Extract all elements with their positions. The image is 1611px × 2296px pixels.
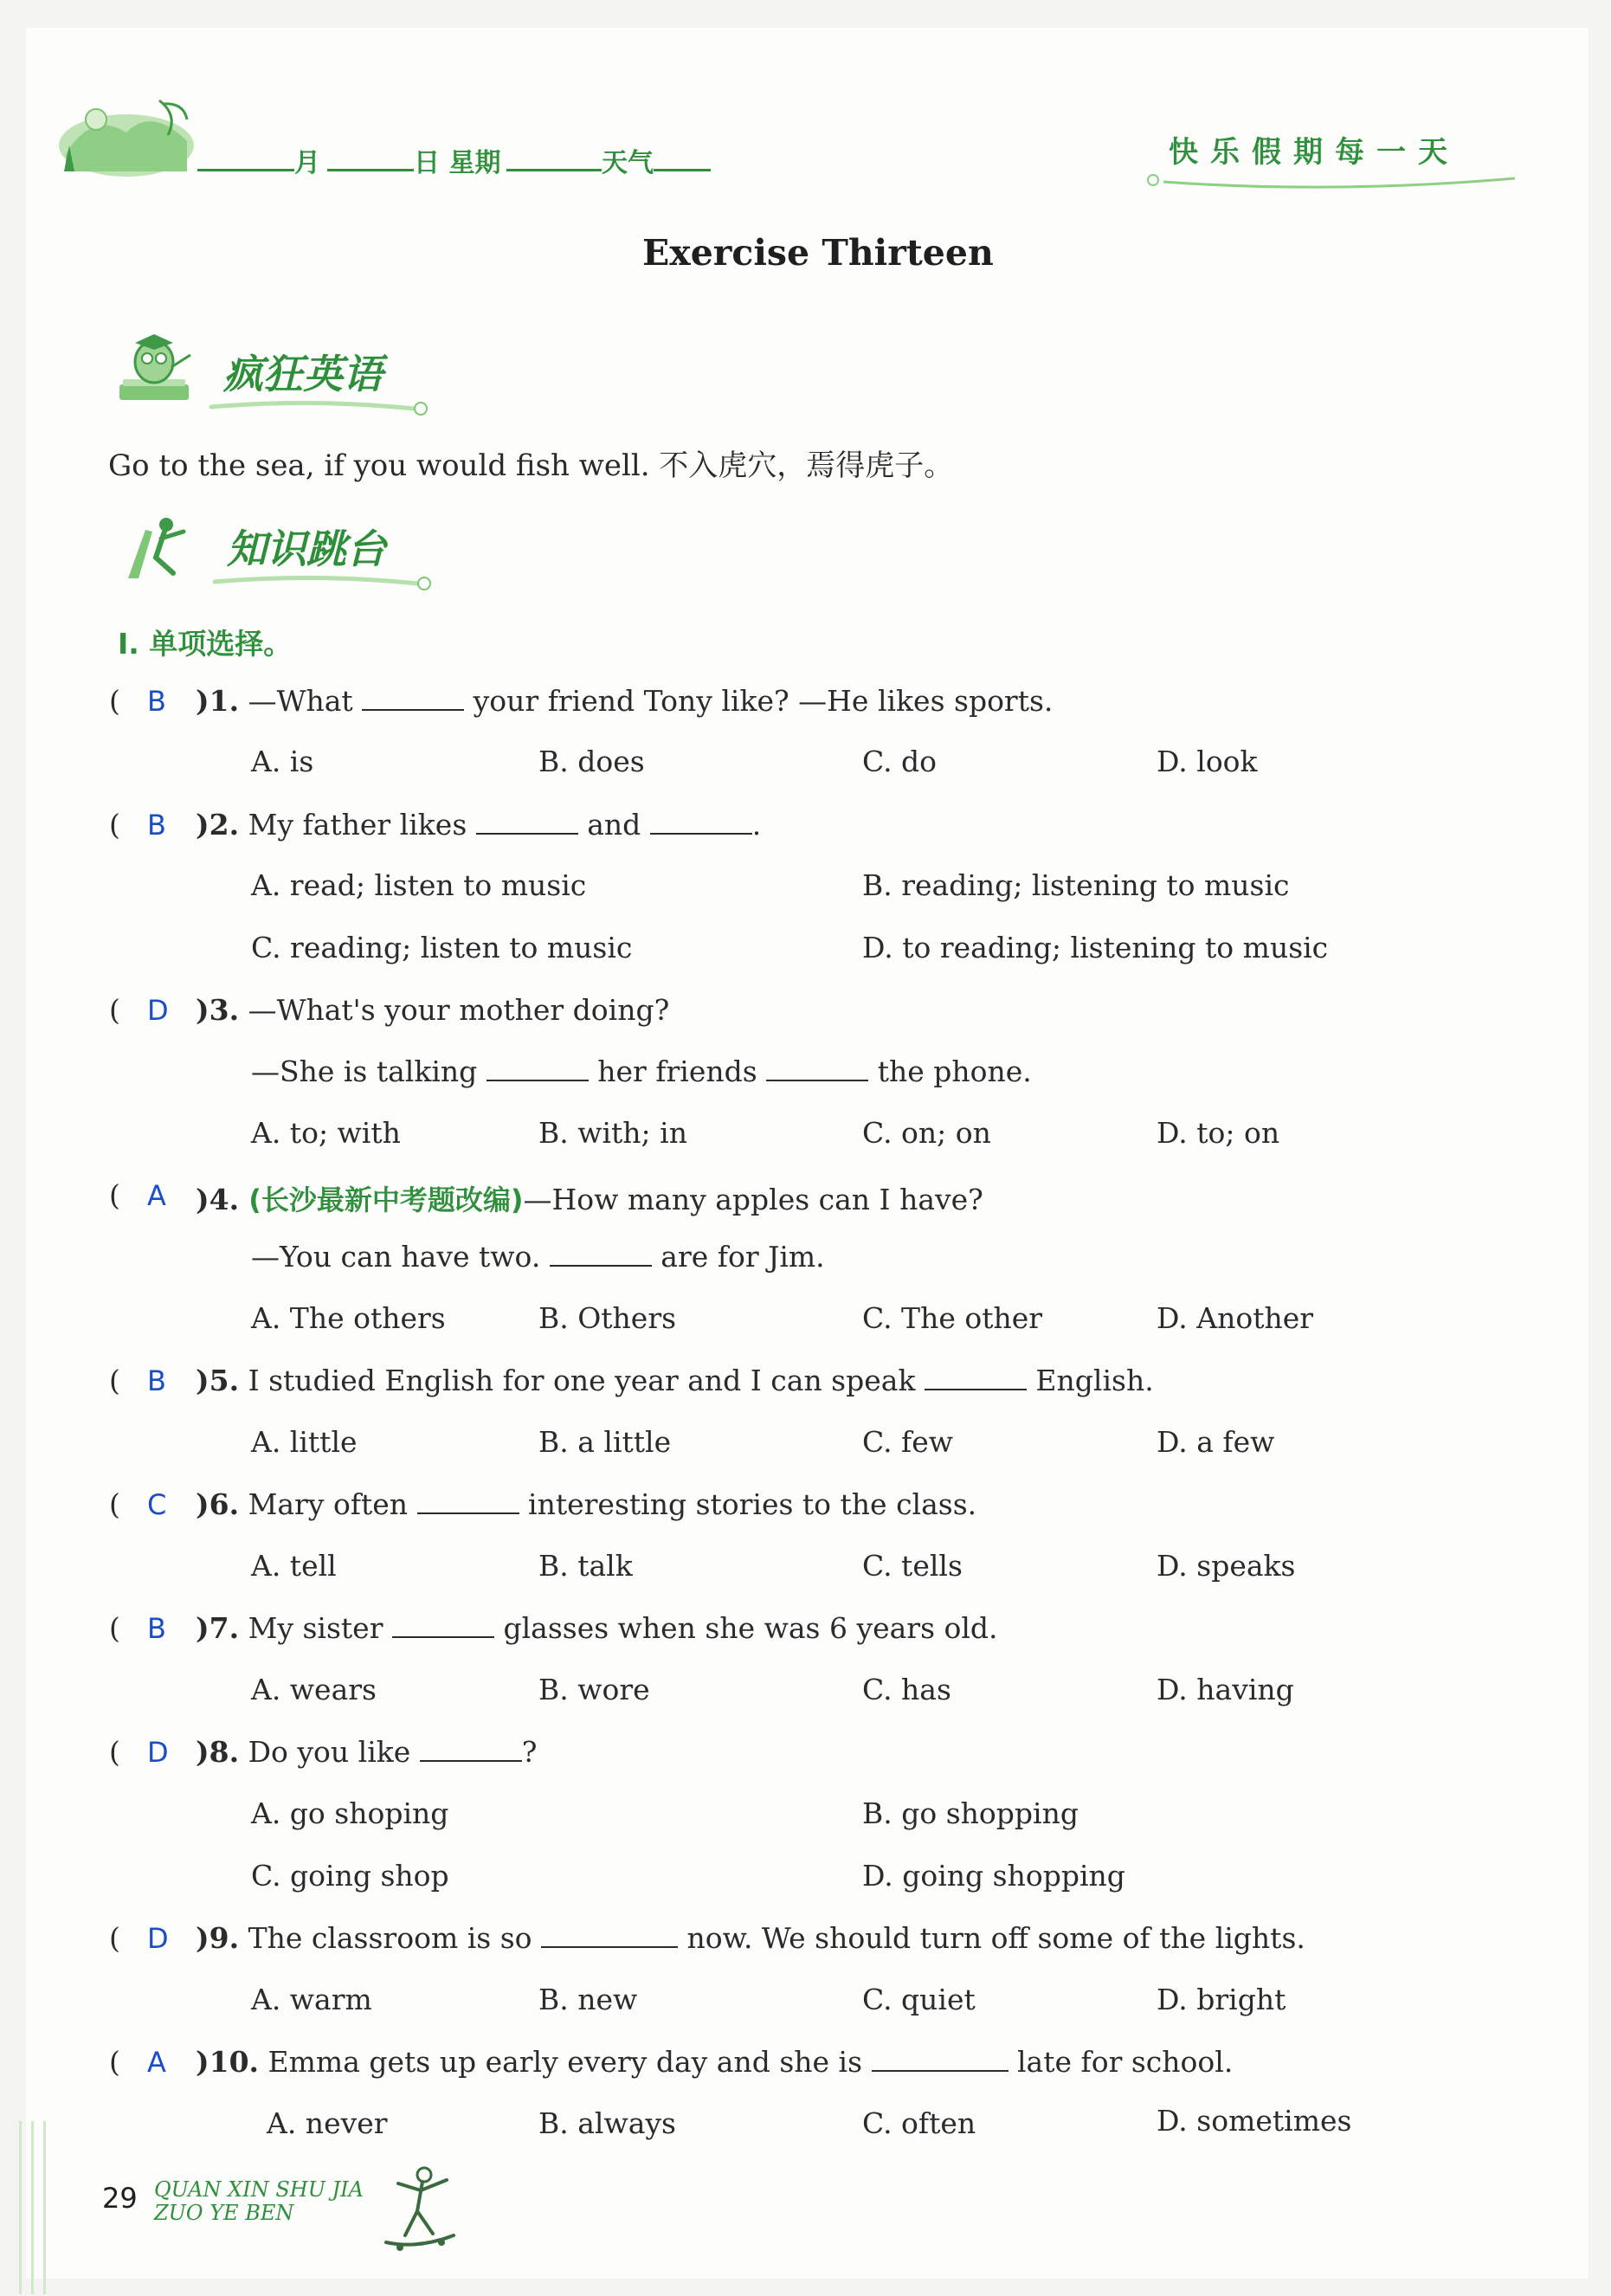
owl-icon [114,329,194,409]
answer-mark: A [147,2046,166,2079]
answer-mark: C [147,1488,167,1521]
answer-paren: ( [109,1487,120,1521]
option: D. sometimes [1157,2104,1352,2138]
question-stem: )2. My father likes and . [196,808,762,842]
option: D. to reading; listening to music [862,931,1329,964]
answer-paren: ( [109,993,120,1027]
option: B. go shopping [862,1796,1079,1830]
option: C. reading; listen to music [251,931,633,964]
landscape-logo-icon [57,94,196,180]
option: C. The other [862,1301,1043,1335]
answer-paren: ( [109,808,120,842]
option: B. wore [538,1673,650,1706]
diver-icon [121,513,199,582]
option: A. The others [251,1301,446,1335]
option: C. do [862,745,938,778]
answer-mark: B [147,809,166,842]
page-title: Exercise Thirteen [642,232,994,274]
part-heading: Ⅰ. 单项选择。 [118,627,293,661]
option: C. few [862,1425,954,1459]
answer-paren: ( [109,684,120,718]
answer-mark: D [147,1922,169,1955]
answer-mark: B [147,1612,166,1645]
option: A. read; listen to music [251,868,587,902]
answer-paren: ( [109,1735,120,1769]
option: C. tells [862,1549,963,1583]
option: A. never [267,2106,388,2140]
answer-mark: B [147,1364,166,1397]
question-stem: )4. (长沙最新中考题改编)—How many apples can I have? [196,1183,983,1216]
question-stem-continuation: —You can have two. are for Jim. [251,1240,825,1274]
option: B. a little [538,1425,672,1459]
page-number: 29 [102,2182,138,2215]
proverb-text: Go to the sea, if you would fish well. 不入虎穴，焉得虎子。 [108,448,954,483]
date-weekday: 日 星期 [327,141,500,179]
option: D. having [1157,1673,1294,1706]
option: D. going shopping [862,1859,1125,1893]
answer-paren: ( [109,2045,120,2079]
section-underline-decoration [208,390,433,416]
question-stem: )9. The classroom is so now. We should turn off some of the lights. [196,1921,1305,1955]
answer-mark: D [147,994,169,1027]
question-stem: )6. Mary often interesting stories to the class. [196,1487,977,1521]
question-stem: )7. My sister glasses when she was 6 years old. [196,1611,998,1645]
option: A. is [251,745,314,778]
answer-mark: B [147,685,166,718]
answer-paren: ( [109,1364,120,1397]
question-stem: )5. I studied English for one year and I can speak English. [196,1364,1154,1397]
answer-paren: ( [109,1921,120,1955]
question-stem: )10. Emma gets up early every day and she is late for school. [196,2045,1234,2079]
question-stem-continuation: —She is talking her friends the phone. [251,1054,1032,1088]
option: D. bright [1157,1983,1286,2016]
option: B. always [538,2106,676,2140]
option: B. Others [538,1301,677,1335]
answer-mark: A [147,1179,166,1212]
left-edge-strip [19,2121,55,2294]
option: B. new [538,1983,638,2016]
question-stem: )1. —What your friend Tony like? —He likes sports. [196,684,1054,718]
option: A. wears [251,1673,377,1706]
option: D. speaks [1157,1549,1296,1583]
option: C. quiet [862,1983,976,2016]
option: A. warm [251,1983,372,2016]
option: A. tell [251,1549,337,1583]
footer-brand [154,2178,364,2225]
slogan-underline-decoration [1143,173,1524,194]
date-month: 月 [197,141,320,179]
footer-brand-line2: ZUO YE BEN [154,2201,294,2225]
option: B. with; in [538,1116,687,1150]
option: C. often [862,2106,976,2140]
option: C. going shop [251,1859,449,1893]
question-stem: )3. —What's your mother doing? [196,993,670,1027]
option: B. does [538,745,645,778]
answer-mark: D [147,1736,169,1769]
option: C. has [862,1673,951,1706]
question-stem: )8. Do you like ? [196,1735,538,1769]
footer-brand-line1: QUAN XIN SHU JIA [154,2177,364,2202]
answer-paren: ( [109,1178,120,1212]
option: A. go shoping [251,1796,449,1830]
option: D. look [1157,745,1258,778]
option: B. talk [538,1549,633,1583]
header-slogan: 快乐假期每一天 [1169,135,1460,170]
section-title-knowledge: 知识跳台 [227,526,386,572]
skateboarder-icon [374,2163,469,2258]
option: D. Another [1157,1301,1314,1335]
section-title-crazy-english: 疯狂英语 [223,351,383,397]
answer-paren: ( [109,1611,120,1645]
question-source-tag: (长沙最新中考题改编) [239,1183,524,1216]
option: C. on; on [862,1116,991,1150]
option: B. reading; listening to music [862,868,1290,902]
date-weather: 天气 [506,141,711,179]
option: A. little [251,1425,358,1459]
option: D. a few [1157,1425,1275,1459]
option: D. to; on [1157,1116,1280,1150]
option: A. to; with [251,1116,401,1150]
section-underline-decoration [211,564,436,590]
